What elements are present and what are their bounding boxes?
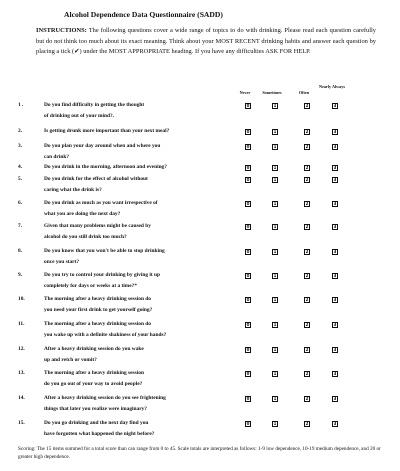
answer-score-value: 3 [333, 129, 337, 134]
answer-score-value: 3 [333, 322, 337, 327]
question-text-line: The morning after a heavy drinking session do [44, 296, 151, 302]
answer-box-nearly-always[interactable] [332, 396, 338, 402]
answer-score-value: 0 [246, 371, 250, 376]
answer-box-nearly-always[interactable] [332, 201, 338, 207]
answer-box-nearly-always[interactable] [332, 129, 338, 135]
answer-score-value: 1 [273, 421, 277, 426]
question-text-line: The morning after a heavy drinking session [44, 370, 144, 376]
question-text [44, 270, 244, 292]
answer-box-never[interactable] [245, 249, 251, 255]
question-text [44, 126, 244, 137]
answer-box-never[interactable] [245, 421, 251, 427]
question-text [44, 319, 244, 341]
question-number: 15. [18, 420, 25, 426]
answer-score-value: 3 [333, 421, 337, 426]
answer-score-value: 3 [333, 273, 337, 278]
question-text-line: of drinking out of your mind?. [44, 113, 114, 119]
answer-score-value: 0 [246, 273, 250, 278]
question-text-line: caring what the drink is? [44, 187, 102, 193]
answer-box-never[interactable] [245, 297, 251, 303]
answer-score-value: 3 [333, 396, 337, 401]
answer-box-nearly-always[interactable] [332, 103, 338, 109]
question-number: 7. [18, 223, 23, 229]
answer-score-value: 0 [246, 297, 250, 302]
answer-box-sometimes[interactable] [272, 165, 278, 171]
answer-score-value: 3 [333, 297, 337, 302]
question-text-line: up and retch or vomit? [44, 357, 97, 363]
answer-score-value: 1 [273, 396, 277, 401]
answer-box-nearly-always[interactable] [332, 421, 338, 427]
answer-box-sometimes[interactable] [272, 273, 278, 279]
answer-score-value: 3 [333, 224, 337, 229]
question-number: 12. [18, 346, 25, 352]
question-text-line: you wake up with a definite shakiness of your hands? [44, 332, 167, 338]
answer-score-value: 2 [305, 201, 309, 206]
answer-score-value: 0 [246, 322, 250, 327]
answer-box-often[interactable] [304, 249, 310, 255]
answer-box-often[interactable] [304, 322, 310, 328]
answer-box-never[interactable] [245, 224, 251, 230]
answer-score-value: 1 [273, 297, 277, 302]
question-text-line: can drink? [44, 154, 70, 160]
instructions-paragraph [36, 26, 376, 58]
question-text-line: have forgotten what happened the night before? [44, 431, 155, 437]
answer-box-sometimes[interactable] [272, 144, 278, 150]
answer-score-value: 3 [333, 347, 337, 352]
answer-box-sometimes[interactable] [272, 297, 278, 303]
answer-box-nearly-always[interactable] [332, 177, 338, 183]
answer-box-sometimes[interactable] [272, 129, 278, 135]
answer-box-nearly-always[interactable] [332, 273, 338, 279]
question-text [44, 162, 244, 173]
answer-box-often[interactable] [304, 165, 310, 171]
question-text-line: Do you plan your day around when and where you [44, 143, 161, 149]
question-number: 3. [18, 143, 23, 149]
answer-score-value: 0 [246, 249, 250, 254]
question-text-line: what you are doing the next day? [44, 211, 121, 217]
question-text-line: completely for days or weeks at a time?* [44, 283, 138, 289]
answer-box-often[interactable] [304, 421, 310, 427]
answer-box-sometimes[interactable] [272, 177, 278, 183]
answer-box-often[interactable] [304, 103, 310, 109]
answer-box-often[interactable] [304, 297, 310, 303]
answer-score-value: 3 [333, 371, 337, 376]
answer-box-sometimes[interactable] [272, 421, 278, 427]
answer-score-value: 1 [273, 129, 277, 134]
answer-box-sometimes[interactable] [272, 371, 278, 377]
question-number: 11. [18, 321, 25, 327]
answer-score-value: 1 [273, 249, 277, 254]
answer-box-sometimes[interactable] [272, 224, 278, 230]
answer-box-never[interactable] [245, 165, 251, 171]
answer-score-value: 3 [333, 103, 337, 108]
question-text-line: Given that many problems might be caused by [44, 223, 151, 229]
answer-box-often[interactable] [304, 273, 310, 279]
answer-box-nearly-always[interactable] [332, 322, 338, 328]
answer-score-value: 2 [305, 129, 309, 134]
answer-score-value: 3 [333, 177, 337, 182]
answer-score-value: 1 [273, 165, 277, 170]
question-text-line: once you start? [44, 259, 80, 265]
answer-box-sometimes[interactable] [272, 103, 278, 109]
answer-box-sometimes[interactable] [272, 347, 278, 353]
answer-box-often[interactable] [304, 201, 310, 207]
answer-box-sometimes[interactable] [272, 249, 278, 255]
answer-box-never[interactable] [245, 144, 251, 150]
answer-box-never[interactable] [245, 347, 251, 353]
answer-score-value: 0 [246, 347, 250, 352]
answer-score-value: 0 [246, 177, 250, 182]
answer-box-nearly-always[interactable] [332, 144, 338, 150]
answer-box-often[interactable] [304, 396, 310, 402]
question-number: 8. [18, 248, 23, 254]
answer-score-value: 1 [273, 322, 277, 327]
question-text [44, 418, 244, 440]
question-text [44, 141, 244, 163]
question-text-line: Do you drink for the effect of alcohol without [44, 176, 148, 182]
question-text [44, 393, 244, 415]
page-title: Alcohol Dependence Data Questionnaire (SADD) [64, 10, 223, 19]
question-text [44, 246, 244, 268]
question-number: 9. [18, 272, 23, 278]
question-text-line: Do you know that you won't be able to stop drinking [44, 248, 165, 254]
question-text-line: alcohol do you still drink too much? [44, 234, 127, 240]
answer-score-value: 0 [246, 129, 250, 134]
question-number: 10. [18, 296, 25, 302]
answer-score-value: 2 [305, 322, 309, 327]
answer-score-value: 1 [273, 177, 277, 182]
question-text [44, 100, 244, 122]
answer-score-value: 2 [305, 297, 309, 302]
answer-score-value: 3 [333, 165, 337, 170]
answer-score-value: 2 [305, 144, 309, 149]
answer-score-value: 0 [246, 165, 250, 170]
answer-box-often[interactable] [304, 144, 310, 150]
question-text [44, 198, 244, 220]
scoring-note: Scoring: The 15 items summed for a total score than can range from 0 to 45. Scale totals are interpreted as follows: 1-9 low dependence, 10-19 medium dependence, and 20 or greater high dependence. [18, 446, 381, 460]
question-text-line: Do you drink as much as you want irrespective of [44, 200, 158, 206]
answer-score-value: 2 [305, 165, 309, 170]
question-text-line: Do you go drinking and the next day find you [44, 420, 149, 426]
column-header-never: Never [239, 90, 251, 95]
answer-score-value: 3 [333, 144, 337, 149]
answer-box-sometimes[interactable] [272, 322, 278, 328]
answer-box-sometimes[interactable] [272, 396, 278, 402]
answer-score-value: 2 [305, 396, 309, 401]
answer-score-value: 2 [305, 177, 309, 182]
column-header-sometimes: Sometimes [262, 90, 282, 95]
question-number: 2. [18, 128, 23, 134]
answer-score-value: 1 [273, 273, 277, 278]
question-number: 4. [18, 164, 23, 170]
question-text-line: Is getting drunk more important than your next meal? [44, 128, 170, 134]
answer-score-value: 1 [273, 224, 277, 229]
answer-box-often[interactable] [304, 177, 310, 183]
column-header-often: Often [298, 90, 310, 95]
answer-box-never[interactable] [245, 129, 251, 135]
answer-score-value: 2 [305, 347, 309, 352]
answer-score-value: 1 [273, 347, 277, 352]
answer-score-value: 1 [273, 371, 277, 376]
answer-box-nearly-always[interactable] [332, 371, 338, 377]
answer-box-nearly-always[interactable] [332, 249, 338, 255]
question-text [44, 294, 244, 316]
instructions-text: The following questions cover a wide range of topics to do with drinking. Please read each question carefully but do not think too much about its exact meaning. Think about your MOST RECENT drinking habits and answer each question by placing a tick (✔) under the MOST APPROPRIATE heading. If you have any difficulties ASK FOR HELP. [36, 27, 376, 56]
answer-score-value: 2 [305, 371, 309, 376]
answer-score-value: 3 [333, 201, 337, 206]
answer-box-nearly-always[interactable] [332, 224, 338, 230]
question-text [44, 174, 244, 196]
answer-box-never[interactable] [245, 273, 251, 279]
answer-score-value: 1 [273, 144, 277, 149]
answer-score-value: 0 [246, 201, 250, 206]
answer-score-value: 2 [305, 273, 309, 278]
answer-score-value: 2 [305, 249, 309, 254]
answer-score-value: 1 [273, 201, 277, 206]
answer-score-value: 3 [333, 249, 337, 254]
answer-score-value: 0 [246, 224, 250, 229]
question-text [44, 368, 244, 390]
answer-box-never[interactable] [245, 396, 251, 402]
question-text [44, 344, 244, 366]
answer-box-nearly-always[interactable] [332, 297, 338, 303]
question-number: 5. [18, 176, 23, 182]
answer-score-value: 0 [246, 396, 250, 401]
answer-box-never[interactable] [245, 322, 251, 328]
answer-box-never[interactable] [245, 177, 251, 183]
answer-score-value: 2 [305, 103, 309, 108]
column-header-nearly-always: Nearly Always [319, 84, 345, 89]
question-text-line: Do you drink in the morning, afternoon and evening? [44, 164, 167, 170]
answer-box-often[interactable] [304, 129, 310, 135]
question-text [44, 221, 244, 243]
answer-score-value: 0 [246, 421, 250, 426]
question-text-line: things that later you realize were imaginary? [44, 406, 148, 412]
question-number: 14. [18, 395, 25, 401]
question-text-line: Do you try to control your drinking by giving it up [44, 272, 161, 278]
question-text-line: After a heavy drinking session do you see frightening [44, 395, 166, 401]
answer-box-never[interactable] [245, 201, 251, 207]
question-number: 1 . [18, 102, 24, 108]
answer-box-often[interactable] [304, 224, 310, 230]
question-text-line: The morning after a heavy drinking session do [44, 321, 151, 327]
answer-box-often[interactable] [304, 347, 310, 353]
question-text-line: After a heavy drinking session do you wake [44, 346, 144, 352]
answer-box-never[interactable] [245, 371, 251, 377]
answer-score-value: 0 [246, 144, 250, 149]
question-text-line: Do you find difficulty in getting the thought [44, 102, 145, 108]
answer-box-nearly-always[interactable] [332, 347, 338, 353]
question-number: 6. [18, 200, 23, 206]
answer-box-often[interactable] [304, 371, 310, 377]
answer-box-sometimes[interactable] [272, 201, 278, 207]
answer-score-value: 2 [305, 421, 309, 426]
answer-box-nearly-always[interactable] [332, 165, 338, 171]
question-number: 13. [18, 370, 25, 376]
answer-score-value: 1 [273, 103, 277, 108]
question-text-line: do you go out of your way to avoid people? [44, 381, 143, 387]
answer-score-value: 0 [246, 103, 250, 108]
question-text-line: you need your first drink to get yourself going? [44, 307, 153, 313]
answer-box-never[interactable] [245, 103, 251, 109]
instructions-label: INSTRUCTIONS: [36, 27, 87, 34]
answer-score-value: 2 [305, 224, 309, 229]
